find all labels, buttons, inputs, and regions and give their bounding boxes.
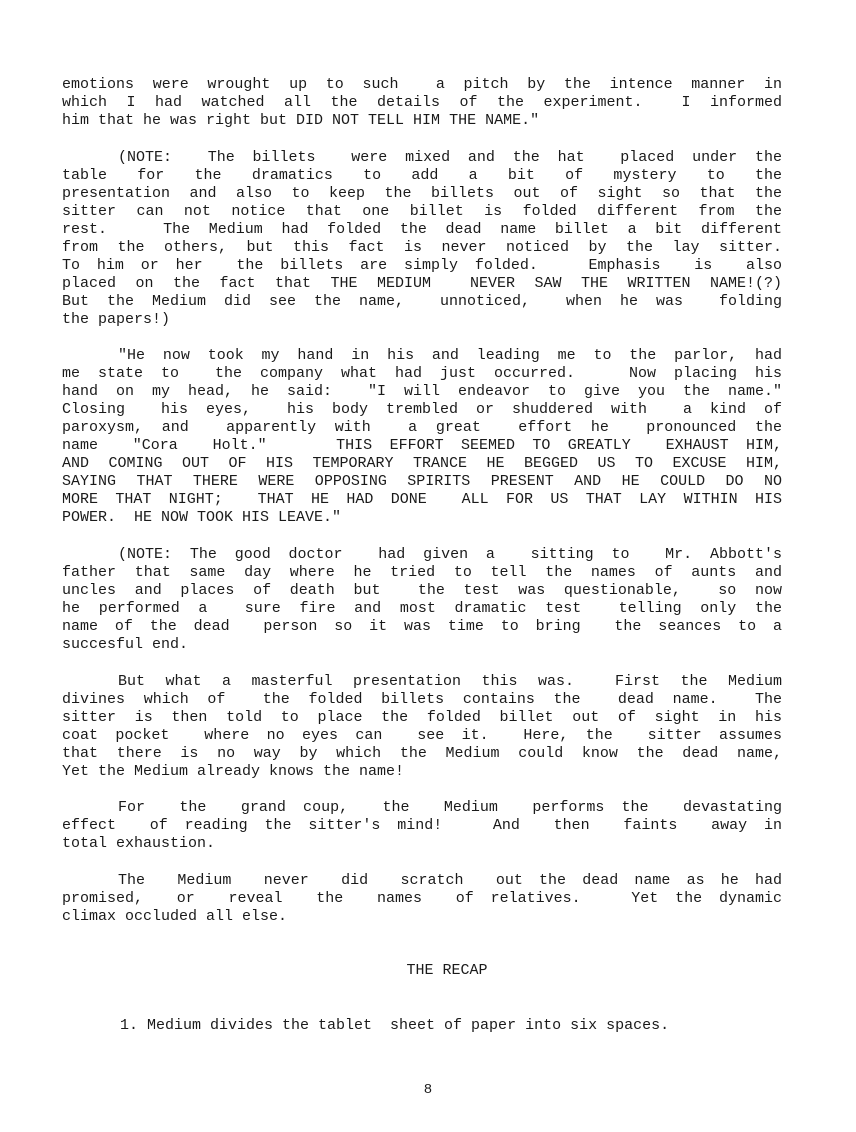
text-line: table for the dramatics to add a bit of mystery to the: [62, 167, 782, 184]
text-line: which I had watched all the details of the experiment. I informed: [62, 94, 782, 111]
text-line: him that he was right but DID NOT TELL HIM THE NAME.": [62, 112, 540, 129]
text-line: For the grand coup, the Medium performs the devastating: [118, 799, 782, 816]
text-line: "He now took my hand in his and leading me to the parlor, had: [118, 347, 782, 364]
text-line: promised, or reveal the names of relatives. Yet the dynamic: [62, 890, 782, 907]
text-line: (NOTE: The billets were mixed and the hat placed under the: [118, 149, 782, 166]
text-line: name "Cora Holt." THIS EFFORT SEEMED TO GREATLY EXHAUST HIM,: [62, 437, 782, 454]
paragraph-7: [62, 872, 782, 926]
text-line: me state to the company what had just occurred. Now placing his: [62, 365, 782, 382]
text-line: father that same day where he tried to tell the names of aunts and: [62, 564, 782, 581]
text-line: uncles and places of death but the test was questionable, so now: [62, 582, 782, 599]
text-line: total exhaustion.: [62, 835, 216, 852]
text-line: But the Medium did see the name, unnoticed, when he was folding: [62, 293, 782, 310]
text-line: sitter can not notice that one billet is folded different from the: [62, 203, 782, 220]
text-line: sitter is then told to place the folded billet out of sight in his: [62, 709, 782, 726]
text-line: hand on my head, he said: "I will endeavor to give you the name.": [62, 383, 782, 400]
paragraph-4-note: [62, 546, 782, 654]
text-line: emotions were wrought up to such a pitch by the intence manner in: [62, 76, 782, 93]
text-line: placed on the fact that THE MEDIUM NEVER SAW THE WRITTEN NAME!(?): [62, 275, 782, 292]
text-line: Closing his eyes, his body trembled or shuddered with a kind of: [62, 401, 782, 418]
paragraph-6: [62, 799, 782, 853]
text-line: divines which of the folded billets contains the dead name. The: [62, 691, 782, 708]
text-line: that there is no way by which the Medium could know the dead name,: [62, 745, 782, 762]
text-line: rest. The Medium had folded the dead name billet a bit different: [62, 221, 782, 238]
text-line: succesful end.: [62, 636, 189, 653]
text-line: To him or her the billets are simply folded. Emphasis is also: [62, 257, 782, 274]
paragraph-1: [62, 76, 782, 130]
recap-list-item: 1. Medium divides the tablet sheet of paper into six spaces.: [120, 1017, 670, 1034]
text-line: The Medium never did scratch out the dead name as he had: [118, 872, 782, 889]
section-heading: THE RECAP: [406, 962, 488, 979]
text-line: AND COMING OUT OF HIS TEMPORARY TRANCE HE BEGGED US TO EXCUSE HIM,: [62, 455, 782, 472]
page-number: 8: [423, 1082, 433, 1098]
text-line: effect of reading the sitter's mind! And then faints away in: [62, 817, 782, 834]
text-line: MORE THAT NIGHT; THAT HE HAD DONE ALL FOR US THAT LAY WITHIN HIS: [62, 491, 782, 508]
text-line: POWER. HE NOW TOOK HIS LEAVE.": [62, 509, 342, 526]
text-line: But what a masterful presentation this was. First the Medium: [118, 673, 782, 690]
text-line: (NOTE: The good doctor had given a sitting to Mr. Abbott's: [118, 546, 782, 563]
text-line: he performed a sure fire and most dramatic test telling only the: [62, 600, 782, 617]
paragraph-2-note: [62, 149, 782, 329]
text-line: name of the dead person so it was time to bring the seances to a: [62, 618, 782, 635]
text-line: presentation and also to keep the billets out of sight so that the: [62, 185, 782, 202]
text-line: from the others, but this fact is never noticed by the lay sitter.: [62, 239, 782, 256]
text-line: coat pocket where no eyes can see it. Here, the sitter assumes: [62, 727, 782, 744]
text-line: SAYING THAT THERE WERE OPPOSING SPIRITS PRESENT AND HE COULD DO NO: [62, 473, 782, 490]
paragraph-5: [62, 673, 782, 781]
text-line: Yet the Medium already knows the name!: [62, 763, 405, 780]
text-line: climax occluded all else.: [62, 908, 288, 925]
text-line: paroxysm, and apparently with a great effort he pronounced the: [62, 419, 782, 436]
paragraph-3: [62, 347, 782, 527]
text-line: the papers!): [62, 311, 171, 328]
